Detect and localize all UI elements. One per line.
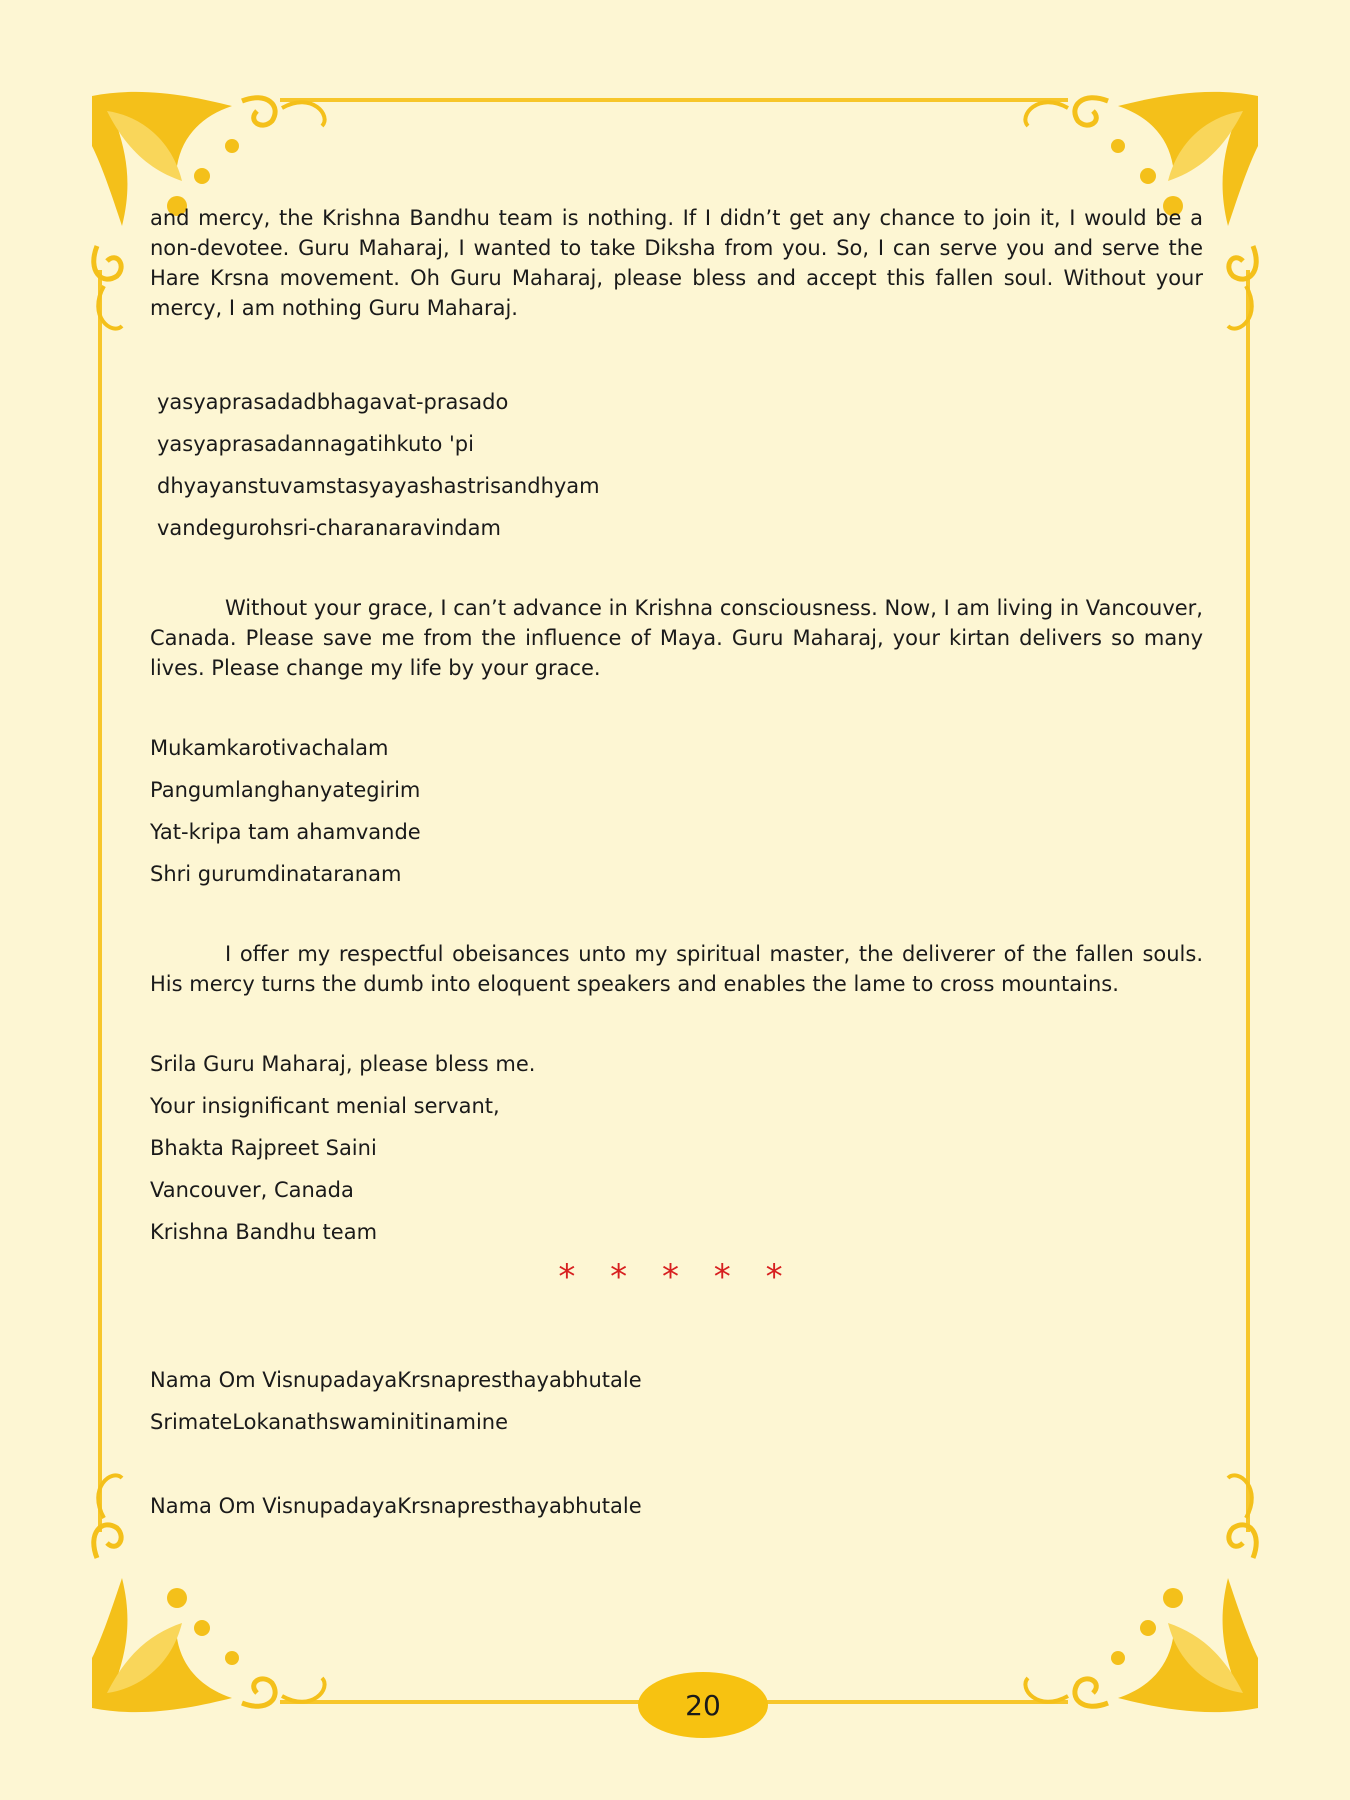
letter-content: [150, 203, 1203, 1527]
paragraph-1: and mercy, the Krishna Bandhu team is nothing. If I didn’t get any chance to join it, I would be a non-devotee. Guru Maharaj, I wanted to take Diksha from you. So, I can serve you and serve the Hare Krsna movement. Oh Guru Maharaj, please bless and accept this fallen soul. Without your mercy, I am nothing Guru Maharaj.: [150, 206, 1203, 320]
signature-line: Bhakta Rajpreet Saini: [150, 1136, 377, 1160]
verse-line: yasyaprasadadbhagavat-prasado: [157, 390, 509, 414]
mantra-2: [150, 1485, 1203, 1527]
signature-line: Srila Guru Maharaj, please bless me.: [150, 1052, 536, 1076]
verse-line: Pangumlanghanyategirim: [150, 778, 421, 802]
page-number: 20: [685, 1688, 721, 1722]
signature-line: Your insignificant menial servant,: [150, 1094, 500, 1118]
verse-1: [150, 381, 1203, 549]
page-number-badge: [638, 1672, 768, 1738]
star-separator: * * * * *: [558, 1257, 795, 1297]
verse-line: Shri gurumdinataranam: [150, 862, 402, 886]
mantra-line: Nama Om VisnupadayaKrsnapresthayabhutale: [150, 1368, 642, 1392]
signature-line: Vancouver, Canada: [150, 1178, 354, 1202]
verse-line: dhyayanstuvamstasyayashastrisandhyam: [157, 474, 600, 498]
verse-line: Yat-kripa tam ahamvande: [150, 820, 421, 844]
mantra-1: [150, 1359, 1203, 1443]
paragraph-3: I offer my respectful obeisances unto my spiritual master, the deliverer of the fallen souls. His mercy turns the dumb into eloquent speakers and enables the lame to cross mountains.: [150, 942, 1203, 996]
verse-2: [150, 727, 1203, 895]
verse-line: Mukamkarotivachalam: [150, 736, 389, 760]
mantra-line: Nama Om VisnupadayaKrsnapresthayabhutale: [150, 1494, 642, 1518]
verse-line: yasyaprasadannagatihkuto 'pi: [157, 432, 474, 456]
verse-line: vandegurohsri-charanaravindam: [157, 516, 501, 540]
paragraph-2: Without your grace, I can’t advance in Krishna consciousness. Now, I am living in Vancouver, Canada. Please save me from the influence of Maya. Guru Maharaj, your kirtan delivers so many lives. Please change my life by your grace.: [150, 596, 1203, 680]
signature-line: Krishna Bandhu team: [150, 1220, 378, 1244]
signature-block: [150, 1043, 1203, 1253]
mantra-line: SrimateLokanathswaminitinamine: [150, 1410, 509, 1434]
